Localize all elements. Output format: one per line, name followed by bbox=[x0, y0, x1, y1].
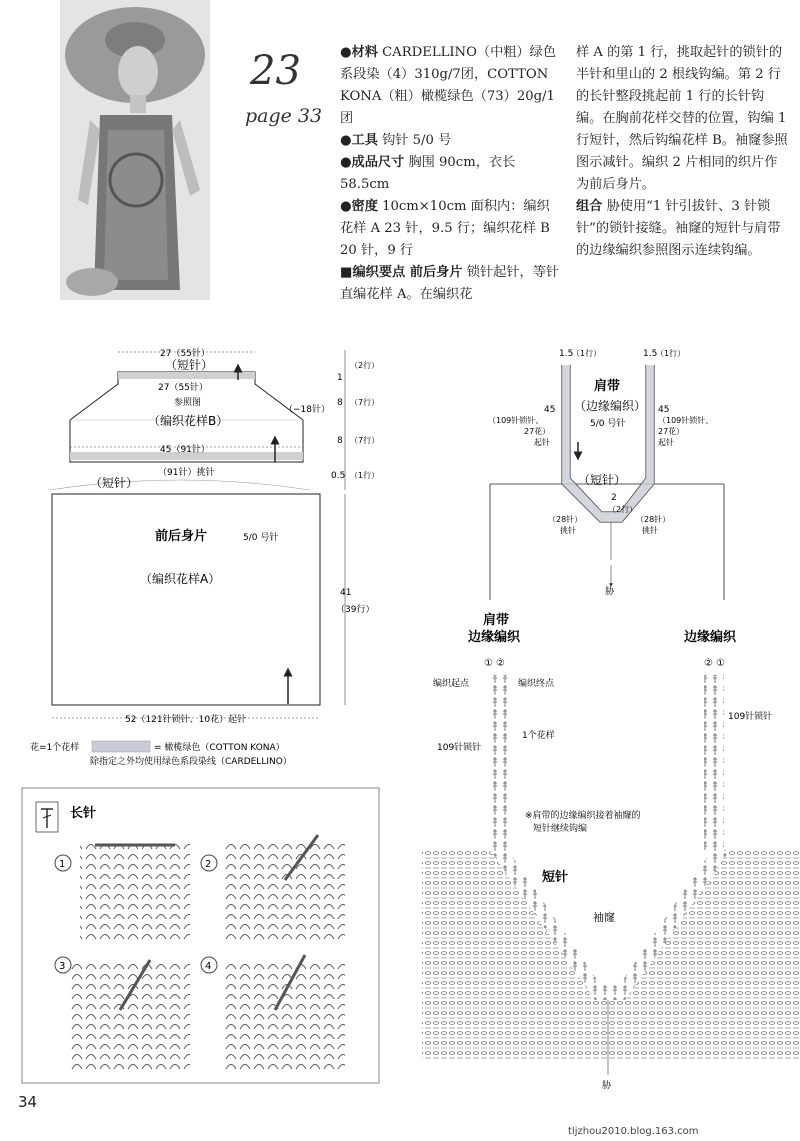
strap-subtitle: （边缘编织） bbox=[574, 399, 647, 413]
legend bbox=[30, 741, 292, 767]
top-inner-label: 27（55针） bbox=[158, 383, 208, 393]
assembly-paragraph: 组合 胁使用“1 针引拔针、3 针锁针”的锁针接缝。袖窿的短针与肩带的边缘编织参照图示连续钩编。 bbox=[576, 199, 781, 258]
ref-note: 参照图 bbox=[174, 398, 202, 408]
chart-side: 胁 bbox=[602, 1081, 612, 1091]
chain-right-1: （109针锁针、 bbox=[658, 416, 714, 425]
page-number: 34 bbox=[18, 1093, 38, 1111]
pattern-b-label: （编织花样B） bbox=[148, 414, 229, 428]
strap-r-right: （1行） bbox=[656, 349, 686, 358]
dim-2r: （2行） bbox=[350, 361, 380, 370]
strap-schematic bbox=[488, 348, 724, 600]
chart-c2-left: ② bbox=[496, 658, 505, 669]
dim-8b: 8 bbox=[337, 436, 343, 446]
size-paragraph: ●成品尺寸 胸围 90cm，衣长 58.5cm bbox=[340, 155, 516, 192]
top-short-band bbox=[118, 372, 255, 379]
technique-title: 长针 bbox=[70, 806, 97, 821]
chart-short: 短针 bbox=[542, 870, 569, 885]
strap-short: （短针） bbox=[578, 473, 627, 487]
chain-left-2: 27花） bbox=[524, 427, 551, 436]
top-band-label: （短针） bbox=[165, 358, 214, 372]
tools-paragraph: ●工具 钩针 5/0 号 bbox=[340, 133, 452, 148]
short-band-label: （短针） bbox=[90, 476, 139, 490]
chart-end: 编织终点 bbox=[518, 679, 555, 689]
right-strap-stitches bbox=[704, 675, 724, 850]
strap-w-left: 1.5 bbox=[559, 349, 574, 359]
pattern-number: 23 bbox=[250, 48, 301, 94]
dec-label: （−18针） bbox=[284, 405, 330, 415]
method-paragraph: ■编织要点 前后身片 锁针起针，等针直编花样 A。在编织花 bbox=[340, 265, 560, 302]
bottom-width-label: 52（121针锁针、10花）起针 bbox=[125, 715, 247, 725]
strap-r2: 2 bbox=[611, 493, 617, 503]
body-hook: 5/0 号针 bbox=[243, 533, 279, 543]
chain-right-3: 起针 bbox=[658, 438, 674, 447]
dim-1: 1 bbox=[337, 373, 343, 383]
dim-1r: （1行） bbox=[350, 471, 380, 480]
chart-strap-sub: 边缘编织 bbox=[468, 630, 521, 645]
legend-prefix: 花=1个花样 bbox=[30, 743, 80, 753]
chart-note-1: ※肩带的边缘编织接着袖窿的 bbox=[525, 811, 641, 821]
technique-box bbox=[22, 788, 379, 1083]
chart-strap-title: 肩带 bbox=[483, 613, 510, 628]
top-width-label: 27（55针） bbox=[160, 349, 210, 359]
left-strap-stitches bbox=[488, 675, 508, 850]
legend-line2: 除指定之外均使用绿色系段染线（CARDELLINO） bbox=[90, 757, 292, 767]
chart-edge-title: 边缘编织 bbox=[684, 630, 737, 645]
mid-width-label: 45（91针） bbox=[160, 445, 210, 455]
dim-8a: 8 bbox=[337, 398, 343, 408]
body-schematic bbox=[50, 347, 379, 725]
footer-url: tljzhou2010.blog.163.com bbox=[568, 1126, 699, 1137]
legend-swatch bbox=[92, 741, 150, 752]
gauge-paragraph: ●密度 10cm×10cm 面积内：编织花样 A 23 针，9.5 行；编织花样 B 20 针，9 行 bbox=[340, 199, 550, 258]
chart-c2-right: ② bbox=[704, 658, 713, 669]
step-3 bbox=[55, 957, 190, 1070]
chart-c1-right: ① bbox=[716, 658, 725, 669]
pickup-label: （91针）挑针 bbox=[158, 468, 215, 478]
strap-r-left: （1行） bbox=[572, 349, 602, 358]
dim-7rb: （7行） bbox=[350, 436, 380, 445]
pick-left-2: 挑针 bbox=[560, 526, 576, 535]
strap-len-left: 45 bbox=[544, 405, 556, 415]
strap-w-right: 1.5 bbox=[643, 349, 658, 359]
pick-right: （28针） bbox=[636, 515, 671, 524]
pick-left: （28针） bbox=[548, 515, 583, 524]
svg-text:2: 2 bbox=[205, 859, 212, 870]
dim-7ra: （7行） bbox=[350, 398, 380, 407]
dim-05: 0.5 bbox=[331, 471, 346, 481]
svg-text:3: 3 bbox=[59, 961, 66, 972]
chart-c1-left: ① bbox=[484, 658, 493, 669]
rows-39: （39行） bbox=[336, 605, 375, 615]
chart-armhole: 袖窿 bbox=[593, 911, 615, 924]
strap-r2b: （2行） bbox=[608, 505, 638, 514]
strap-title: 肩带 bbox=[594, 379, 621, 394]
svg-text:1: 1 bbox=[59, 859, 66, 870]
body-panel bbox=[52, 494, 320, 705]
svg-text:4: 4 bbox=[205, 961, 212, 972]
page-reference: page 33 bbox=[245, 105, 323, 127]
chart-chain-left: 109针锁针 bbox=[437, 743, 482, 753]
chart-chain-right: 109针锁针 bbox=[728, 712, 773, 722]
strap-side: 胁 bbox=[605, 587, 615, 597]
height-41: 41 bbox=[340, 588, 352, 598]
chain-left-1: （109针锁针、 bbox=[488, 416, 544, 425]
method-continued: 样 A 的第 1 行，挑取起针的锁针的半针和里山的 2 根线钩编。第 2 行的长针整段挑起前 1 行的长针钩编。在胸前花样交替的位置，钩编 1 行短针，然后钩编花样 B。袖窿参照图示减针。编织 2 片相同的织片作为前后身片。 bbox=[576, 45, 788, 192]
materials-paragraph: ●材料 CARDELLINO（中粗）绿色系段染（4）310g/7团，COTTON KONA（粗）橄榄绿色（73）20g/1团 bbox=[340, 45, 557, 126]
chart-one-pattern: 1个花样 bbox=[522, 731, 555, 741]
body-stitch-grid bbox=[422, 850, 800, 1060]
strap-hook: 5/0 号针 bbox=[590, 419, 626, 429]
body-title: 前后身片 bbox=[155, 529, 208, 544]
pick-right-2: 挑针 bbox=[642, 526, 658, 535]
chain-left-3: 起针 bbox=[534, 438, 550, 447]
chain-right-2: 27花） bbox=[658, 427, 685, 436]
chart-note-2: 短针继续钩编 bbox=[533, 824, 588, 834]
strap-len-right: 45 bbox=[658, 405, 670, 415]
legend-suffix: = 橄榄绿色（COTTON KONA） bbox=[154, 743, 285, 753]
chart-start: 编织起点 bbox=[433, 679, 470, 689]
pattern-a-label: （编织花样A） bbox=[140, 572, 221, 586]
stitch-chart bbox=[422, 612, 800, 1091]
